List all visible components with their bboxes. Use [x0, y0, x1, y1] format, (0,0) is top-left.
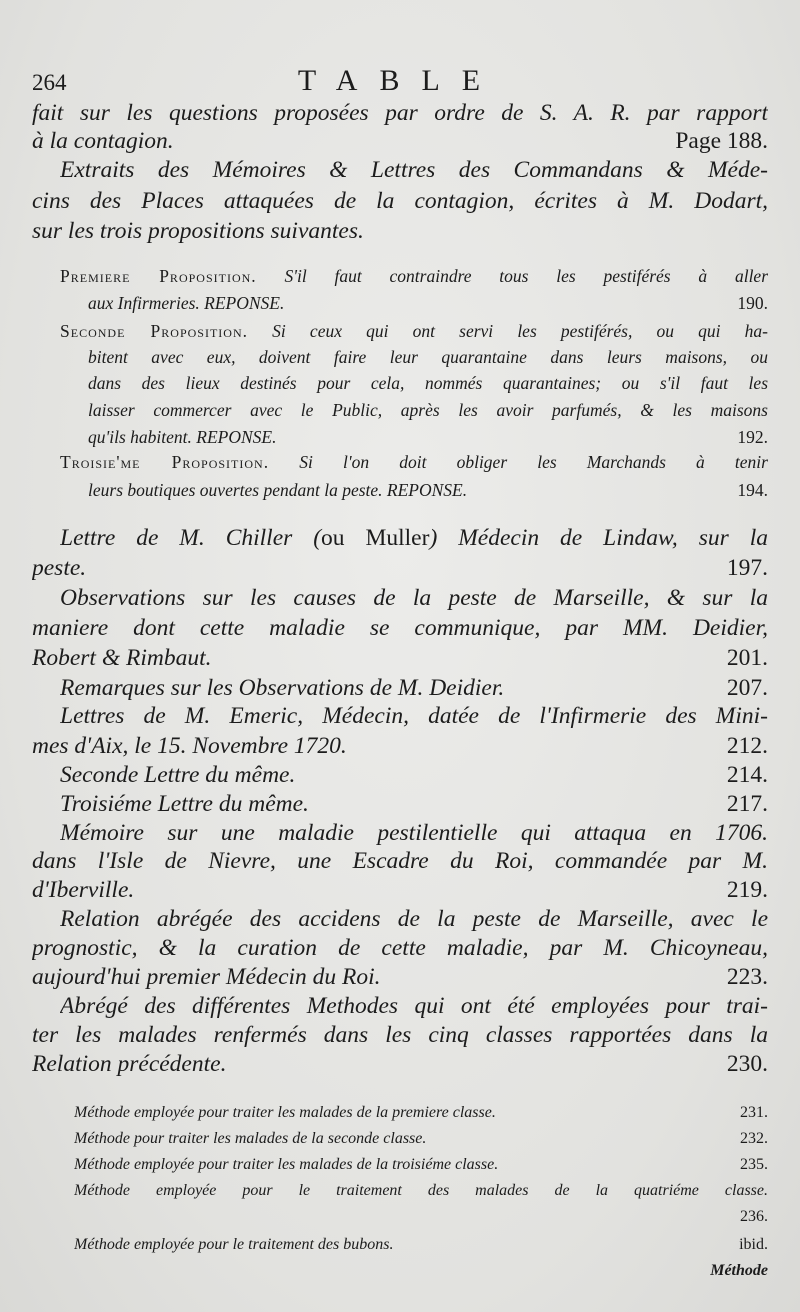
- proposition-1: [60, 266, 768, 287]
- method-3-text: Méthode employée pour traiter les malades de la troisiéme classe.: [74, 1156, 499, 1173]
- entry-chiller-line-2: [32, 555, 768, 582]
- intro-page-ref: Page 188.: [675, 128, 768, 154]
- intro-line-4: cins des Places attaquées de la contagion, écrites à M. Dodart,: [32, 188, 768, 214]
- entry-emeric-text-2: mes d'Aix, le 15. Novembre 1720.: [32, 733, 347, 759]
- entry-chiller-page: 197.: [726, 555, 768, 581]
- proposition-1-page: 190.: [737, 293, 768, 313]
- proposition-2-page: 192.: [737, 427, 768, 447]
- entry-memoire-line-2: dans l'Isle de Nievre, une Escadre du Roi, commandée par M.: [32, 848, 768, 874]
- entry-abrege-line-3: [32, 1051, 768, 1078]
- method-2: [74, 1130, 768, 1148]
- entry-seconde-lettre: [60, 762, 768, 789]
- entry-memoire-line-3: [32, 877, 768, 904]
- entry-emeric-line-1: Lettres de M. Emeric, Médecin, datée de l'Infirmerie des Mini-: [60, 703, 768, 729]
- entry-remarques-page: 207.: [726, 675, 768, 701]
- entry-memoire-text-3: d'Iberville.: [32, 877, 135, 903]
- entry-observations-text-3: Robert & Rimbaut.: [32, 645, 212, 671]
- method-1-page: 231.: [740, 1104, 768, 1121]
- intro-line-3: Extraits des Mémoires & Lettres des Commandans & Méde-: [60, 157, 768, 183]
- proposition-2-line-2: bitent avec eux, doivent faire leur quarantaine dans leurs maisons, ou: [88, 347, 768, 367]
- page-title: TABLE: [297, 64, 503, 97]
- entry-abrege-page: 230.: [726, 1051, 768, 1077]
- proposition-3-page: 194.: [737, 480, 768, 500]
- entry-emeric-page: 212.: [726, 733, 768, 759]
- proposition-1-label: Premiere Proposition.: [60, 266, 257, 286]
- page-number: 264: [32, 70, 67, 95]
- proposition-1-answer: aux Infirmeries. REPONSE.: [88, 293, 285, 313]
- proposition-1-line-2: [88, 293, 768, 314]
- intro-line-5: sur les trois propositions suivantes.: [32, 218, 364, 244]
- proposition-3-label: Troisie'me Proposition.: [60, 452, 270, 472]
- method-4-line-2: [74, 1208, 768, 1226]
- entry-chiller-text-2: peste.: [32, 555, 87, 581]
- proposition-3-line-2: [88, 480, 768, 501]
- entry-seconde-lettre-text: Seconde Lettre du même.: [60, 762, 296, 788]
- proposition-3-text: Si l'on doit obliger les Marchands à tenir: [299, 452, 768, 472]
- entry-memoire-page: 219.: [726, 877, 768, 903]
- proposition-2: [60, 321, 768, 342]
- catchword: Méthode: [710, 1262, 768, 1279]
- entry-abrege-line-1: Abrégé des différentes Methodes qui ont été employées pour trai-: [60, 993, 768, 1019]
- proposition-1-text: S'il faut contraindre tous les pestiférés à aller: [284, 266, 768, 286]
- method-5: [74, 1236, 768, 1254]
- entry-observations-line-3: [32, 645, 768, 672]
- proposition-3-answer: leurs boutiques ouvertes pendant la peste. REPONSE.: [88, 480, 468, 500]
- proposition-2-line-4: laisser commercer avec le Public, après les avoir parfumés, & les maisons: [88, 400, 768, 420]
- entry-chiller-text-c: ) Médecin de Lindaw, sur la: [429, 525, 768, 551]
- entry-abrege-text-3: Relation précédente.: [32, 1051, 227, 1077]
- entry-troisieme-lettre: [60, 791, 768, 818]
- proposition-2-answer: qu'ils habitent. REPONSE.: [88, 427, 277, 447]
- method-5-text: Méthode employée pour le traitement des bubons.: [74, 1236, 394, 1253]
- method-4-line-1: Méthode employée pour le traitement des malades de la quatriéme classe.: [74, 1182, 768, 1199]
- method-1: [74, 1104, 768, 1122]
- method-3-page: 235.: [740, 1156, 768, 1173]
- entry-observations-page: 201.: [726, 645, 768, 671]
- entry-memoire-line-1: Mémoire sur une maladie pestilentielle qui attaqua en 1706.: [60, 820, 768, 846]
- method-4-page: 236.: [740, 1208, 768, 1225]
- entry-chiller-line-1: [60, 525, 768, 552]
- entry-relation-line-1: Relation abrégée des accidens de la peste de Marseille, avec le: [60, 906, 768, 932]
- page-header: [32, 64, 768, 98]
- method-1-text: Méthode employée pour traiter les malades de la premiere classe.: [74, 1104, 496, 1121]
- method-5-page: ibid.: [739, 1236, 768, 1253]
- entry-observations-line-2: maniere dont cette maladie se communique, par MM. Deidier,: [32, 615, 768, 641]
- proposition-2-label: Seconde Proposition.: [60, 321, 248, 341]
- entry-relation-text-3: aujourd'hui premier Médecin du Roi.: [32, 964, 381, 990]
- entry-relation-line-2: prognostic, & la curation de cette maladie, par M. Chicoyneau,: [32, 935, 768, 961]
- method-2-text: Méthode pour traiter les malades de la seconde classe.: [74, 1130, 427, 1147]
- proposition-3: [60, 452, 768, 473]
- proposition-2-text: Si ceux qui ont servi les pestiférés, ou qui ha-: [272, 321, 768, 341]
- entry-troisieme-lettre-page: 217.: [726, 791, 768, 817]
- method-3: [74, 1156, 768, 1174]
- entry-emeric-line-2: [32, 733, 768, 760]
- entry-troisieme-lettre-text: Troisiéme Lettre du même.: [60, 791, 309, 817]
- entry-relation-page: 223.: [726, 964, 768, 990]
- entry-remarques-text: Remarques sur les Observations de M. Deidier.: [60, 675, 505, 701]
- entry-chiller-text-b: ou Muller: [321, 525, 430, 551]
- proposition-2-line-3: dans des lieux destinés pour cela, nommés quarantaines; ou s'il faut les: [88, 373, 768, 393]
- intro-line-2-text: à la contagion.: [32, 128, 174, 154]
- proposition-2-line-5: [88, 427, 768, 448]
- intro-line-2: [32, 128, 768, 155]
- entry-observations-line-1: Observations sur les causes de la peste de Marseille, & sur la: [60, 585, 768, 611]
- method-2-page: 232.: [740, 1130, 768, 1147]
- entry-remarques: [60, 675, 768, 702]
- entry-relation-line-3: [32, 964, 768, 991]
- intro-line-1: fait sur les questions proposées par ordre de S. A. R. par rapport: [32, 100, 768, 126]
- entry-seconde-lettre-page: 214.: [726, 762, 768, 788]
- entry-abrege-line-2: ter les malades renfermés dans les cinq classes rapportées dans la: [32, 1022, 768, 1048]
- entry-chiller-text-a: Lettre de M. Chiller (: [60, 525, 322, 551]
